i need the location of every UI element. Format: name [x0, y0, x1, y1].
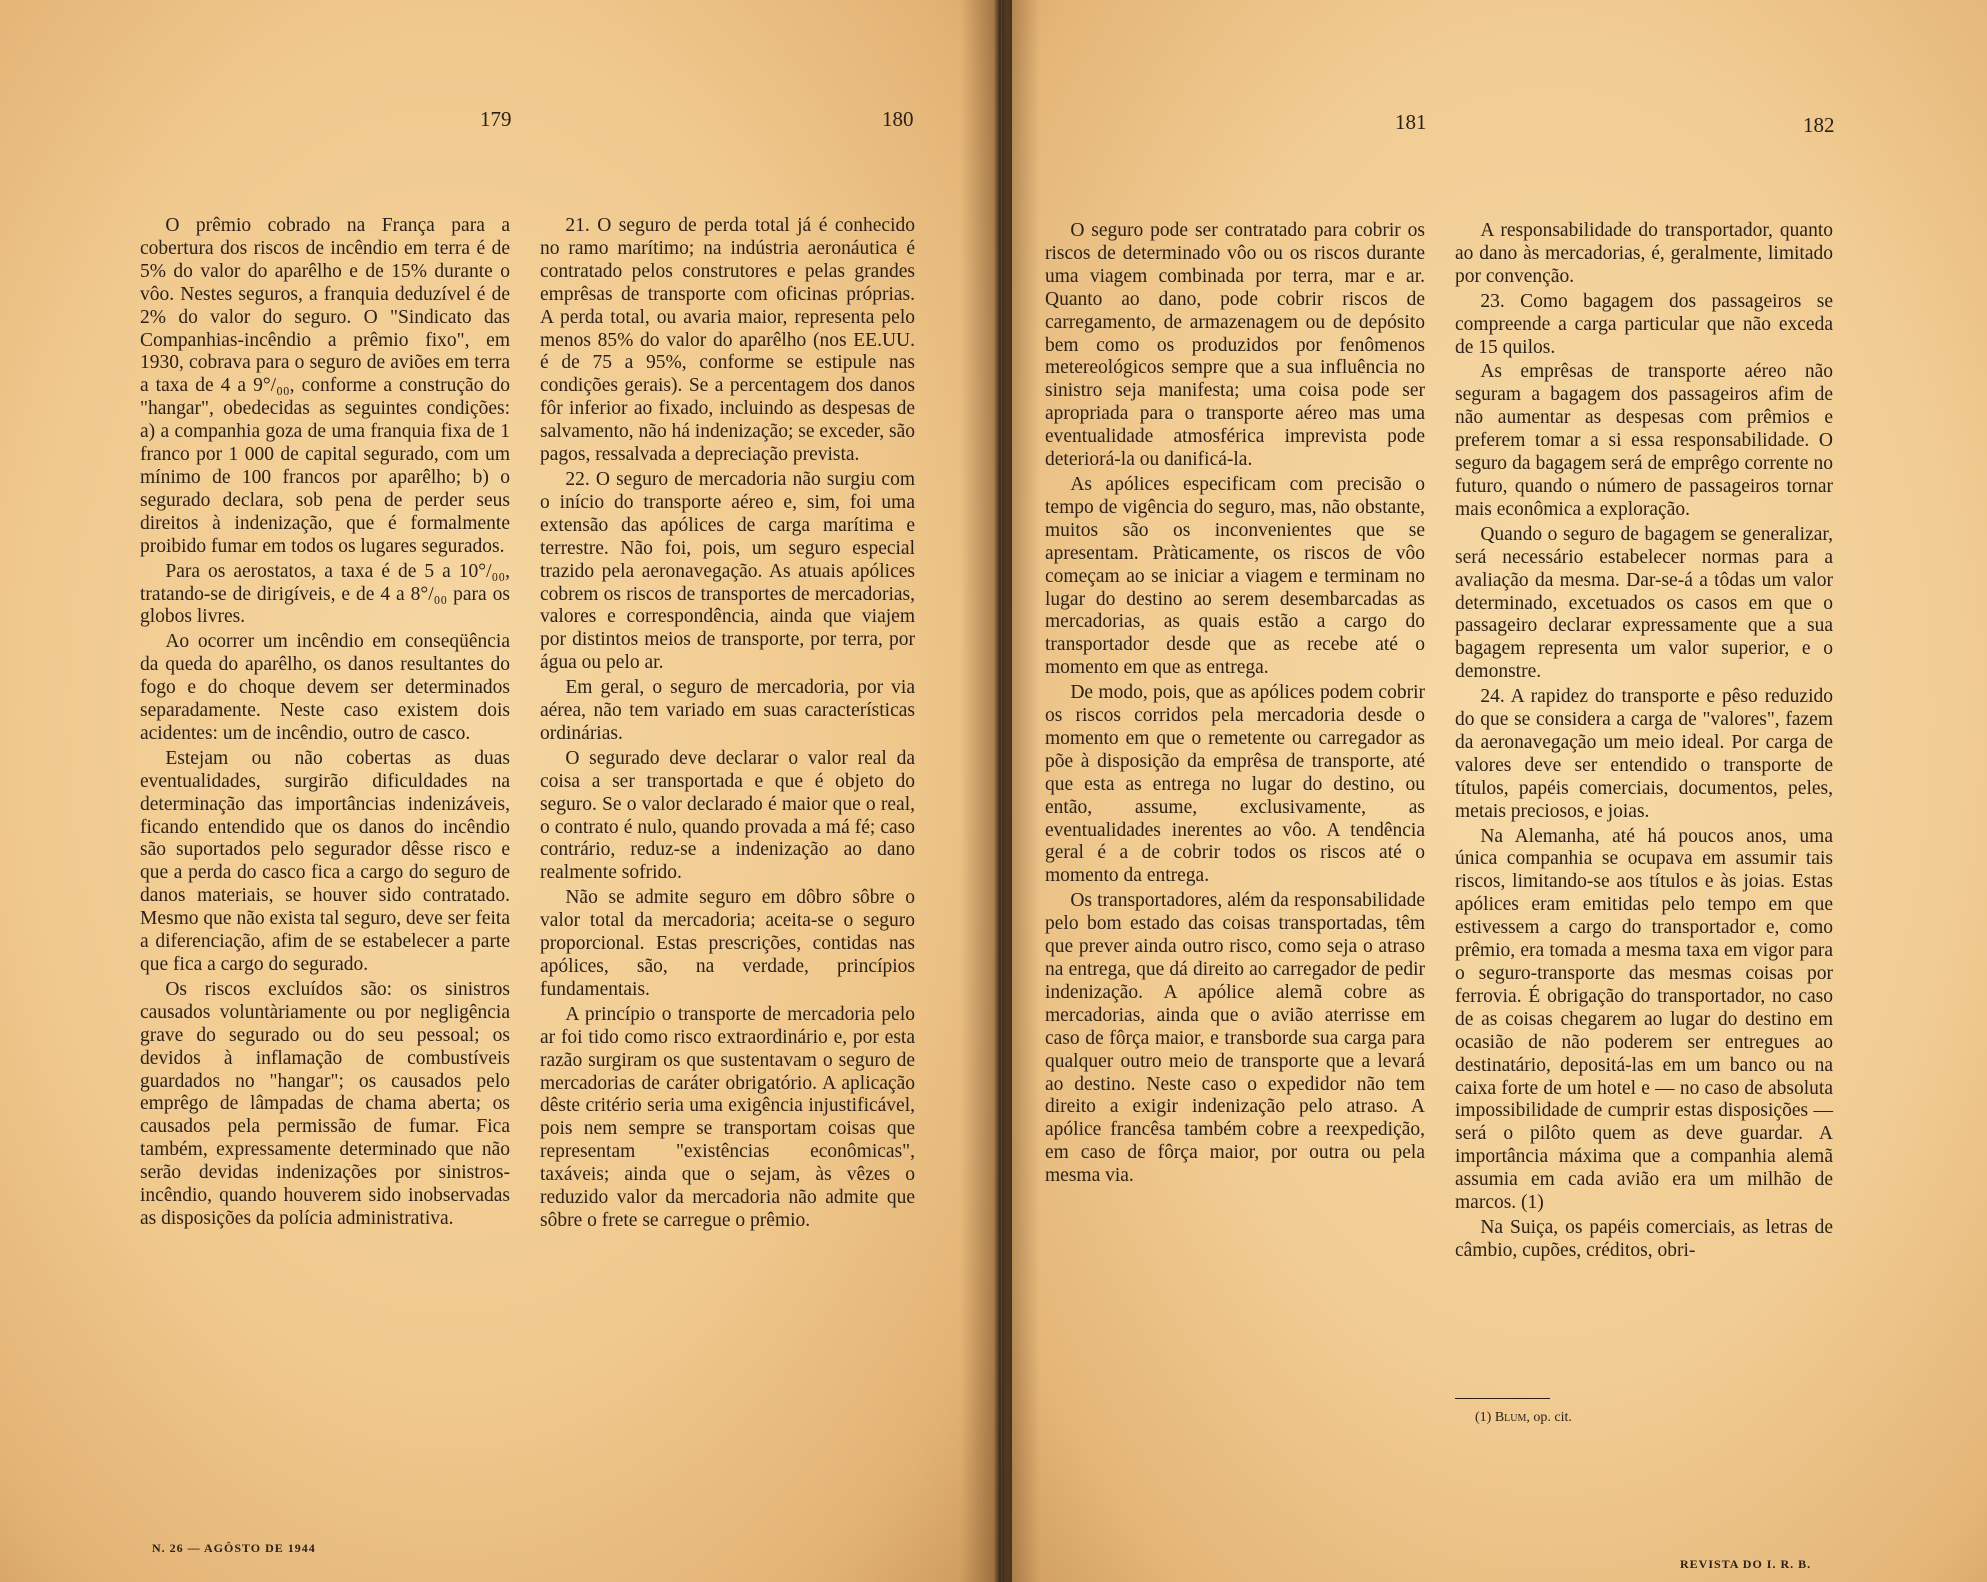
- paragraph: 23. Como bagagem dos passageiros se compreende a carga particular que não exceda de 15 quilos.: [1455, 290, 1833, 358]
- paragraph: 21. O seguro de perda total já é conhecido no ramo marítimo; na indústria aeronáutica é contratado pelos construtores e pelas grandes emprêsas de transporte com oficinas próprias. A perda total, ou avaria maior, representa pelo menos 85% do valor do aparêlho (nos EE.UU. é de 75 a 95%, conforme se estipule nas condições gerais). Se a percentagem dos danos fôr inferior ao fixado, incluindo as despesas de salvamento, não há indenização; se exceder, são pagos, ressalvada a depreciação prevista.: [540, 215, 915, 466]
- paragraph: As emprêsas de transporte aéreo não seguram a bagagem dos passageiros afim de não aumentar as despesas com prêmios e preferem tomar a si essa responsabilidade. O seguro da bagagem será de emprêgo corrente no futuro, quando o número de passageiros tornar mais econômica a exploração.: [1455, 361, 1833, 520]
- footer-journal: REVISTA DO I. R. B.: [1680, 1557, 1812, 1571]
- page-number-179: 179: [480, 107, 512, 131]
- paragraph: O seguro pode ser contratado para cobrir os riscos de determinado vôo ou os riscos durante uma viagem combinada por terra, mar e ar. Quanto ao dano, pode cobrir riscos de carregamento, de armazenagem ou de depósito bem como os produzidos por fenômenos metereológicos sempre que a sua influência no sinistro seja manifesta; uma coisa pode ser apropriada para o transporte aéreo mas uma eventualidade atmosférica imprevista pode deteriorá-la ou danificá-la.: [1045, 220, 1425, 471]
- paragraph: Os riscos excluídos são: os sinistros causados voluntàriamente ou por negligência grave do segurado ou do seu pessoal; os devidos à inflamação de combustíveis guardados no "hangar"; os causados pelo emprêgo de lâmpadas de chama aberta; os causados pela permissão de fumar. Fica também, expressamente determinado que não serão devidas indenizações por sinistros-incêndio, quando houverem sido inobservadas as disposições da polícia administrativa.: [140, 978, 510, 1229]
- column-page-181: [1045, 220, 1425, 1190]
- paragraph: 24. A rapidez do transporte e pêso reduzido do que se considera a carga de "valores", fazem da aeronavegação um meio ideal. Por carga de valores deve ser entendido o transporte de títulos, papéis comerciais, documentos, peles, metais preciosos, e joias.: [1455, 686, 1833, 822]
- column-page-182: [1455, 220, 1833, 1265]
- column-page-180: [540, 215, 915, 1235]
- footnote-author: Blum: [1494, 1410, 1527, 1425]
- paragraph: De modo, pois, que as apólices podem cobrir os riscos corridos pela mercadoria desde o momento em que o remetente ou carregador as põe à disposição da emprêsa de transporte, até que esta as entrega no lugar do destino, ou então, assume, exclusivamente, as eventualidades inerentes ao vôo. A tendência geral é a de cobrir todos os riscos até o momento da entrega.: [1045, 682, 1425, 887]
- column-page-179: [140, 215, 510, 1233]
- footer-issue: N. 26 — AGÔSTO DE 1944: [152, 1541, 316, 1555]
- paragraph: Não se admite seguro em dôbro sôbre o valor total da mercadoria; aceita-se o seguro proporcional. Estas prescrições, contidas nas apólices, são, na verdade, princípios fundamentais.: [540, 887, 915, 1000]
- page-number-182: 182: [1803, 113, 1835, 137]
- footnote: [1475, 1410, 1572, 1426]
- paragraph: Os transportadores, além da responsabilidade pelo bom estado das coisas transportadas, têm que prever ainda outro risco, como seja o atraso na entrega, que dá direito ao carregador de pedir indenização. A apólice alemã cobre as mercadorias, ainda que o avião aterrisse em caso de fôrça maior, e transborde sua carga para qualquer outro meio de transporte que a levará ao destino. Neste caso o expedidor não tem direito a exigir indenização pelo atraso. A apólice francêsa também cobre a reexpedição, em caso de fôrça maior, por outra ou pela mesma via.: [1045, 890, 1425, 1187]
- paragraph: A responsabilidade do transportador, quanto ao dano às mercadorias, é, geralmente, limitado por convenção.: [1455, 220, 1833, 287]
- paragraph: O segurado deve declarar o valor real da coisa a ser transportada e que é objeto do seguro. Se o valor declarado é maior que o real, o contrato é nulo, quando provada a má fé; caso contrário, reduz-se a indenização ao dano realmente sofrido.: [540, 747, 915, 884]
- paragraph: Ao ocorrer um incêndio em conseqüência da queda do aparêlho, os danos resultantes do fogo e do choque devem ser determinados separadamente. Neste caso existem dois acidentes: um de incêndio, outro de casco.: [140, 631, 510, 744]
- paragraph: As apólices especificam com precisão o tempo de vigência do seguro, mas, não obstante, muitos são os inconvenientes que se apresentam. Pràticamente, os riscos de vôo começam ao se iniciar a viagem e terminam no lugar do destino ao serem desembarcadas as mercadorias, as quais estão a cargo do transportador desde que as recebe até o momento em que as entrega.: [1045, 473, 1425, 679]
- paragraph: Para os aerostatos, a taxa é de 5 a 10°/₀₀, tratando-se de dirigíveis, e de 4 a 8°/₀₀ para os globos livres.: [140, 560, 510, 628]
- paragraph: O prêmio cobrado na França para a cobertura dos riscos de incêndio em terra é de 5% do valor do aparêlho e de 15% durante o vôo. Nestes seguros, a franquia deduzível é de 2% do valor do seguro. O "Sindicato das Companhias-incêndio a prêmio fixo", em 1930, cobrava para o seguro de aviões em terra a taxa de 4 a 9°/₀₀, conforme a construção do "hangar", obedecidas as seguintes condições: a) a companhia goza de uma franquia fixa de 1 franco por 1 000 de capital segurado, com um mínimo de 100 francos por aparêlho; b) o segurado declara, sob pena de perder seus direitos à indenização, que é formalmente proibido fumar em todos os lugares segurados.: [140, 215, 510, 557]
- paragraph: 22. O seguro de mercadoria não surgiu com o início do transporte aéreo e, sim, foi uma extensão das apólices de carga marítima e terrestre. Não foi, pois, um seguro especial trazido pela aeronavegação. As atuais apólices cobrem os riscos de transportes de mercadorias, valores e correspondência, ainda que viajem por distintos meios de transporte, por terra, por água ou pelo ar.: [540, 468, 915, 674]
- page-number-180: 180: [882, 107, 914, 131]
- paragraph: Em geral, o seguro de mercadoria, por via aérea, não tem variado em suas características ordinárias.: [540, 677, 915, 744]
- footnote-marker: (1): [1475, 1410, 1492, 1425]
- footnote-reference: , op. cit.: [1526, 1410, 1572, 1425]
- paragraph: Na Alemanha, até há poucos anos, uma única companhia se ocupava em assumir tais riscos, limitando-se aos títulos e às joias. Estas apólices eram emitidas pelo tempo em que estivessem a cargo do transportador e, como prêmio, era tomada a mesma taxa em vigor para o seguro-transporte das mesmas coisas por ferrovia. É obrigação do transportador, no caso de as coisas chegarem ao lugar do destino em ocasião de não poderem ser entregues ao destinatário, depositá-las em um banco ou na caixa forte de um hotel e — no caso de absoluta impossibilidade de cumprir estas disposições — será o pilôto quem as deve guardar. A importância máxima que a companhia alemã assumia em cada avião era um milhão de marcos. (1): [1455, 825, 1833, 1214]
- paragraph: Na Suiça, os papéis comerciais, as letras de câmbio, cupões, créditos, obri-: [1455, 1216, 1833, 1261]
- paragraph: A princípio o transporte de mercadoria pelo ar foi tido como risco extraordinário e, por esta razão surgiram os que sustentavam o seguro de mercadorias de caráter obrigatório. A aplicação dêste critério seria uma exigência injustificável, pois nem sempre se transportam coisas que representam "existências econômicas", taxáveis; ainda que o sejam, às vêzes o reduzido valor da mercadoria não admite que sôbre o frete se carregue o prêmio.: [540, 1003, 915, 1231]
- paragraph: Estejam ou não cobertas as duas eventualidades, surgirão dificuldades na determinação das importâncias indenizáveis, ficando entendido que os danos do incêndio são suportados pelo segurador dêsse risco e que a perda do casco fica a cargo do seguro de danos materiais, se houver sido contratado. Mesmo que não exista tal seguro, deve ser feita a diferenciação, afim de se estabelecer a parte que fica a cargo do segurado.: [140, 747, 510, 975]
- paragraph: Quando o seguro de bagagem se generalizar, será necessário estabelecer normas para a avaliação da mesma. Dar-se-á a tôdas um valor determinado, excetuados os casos em que o passageiro declarar expressamente que a sua bagagem representa um valor superior, e o demonstre.: [1455, 523, 1833, 683]
- page-number-181: 181: [1395, 110, 1427, 134]
- footnote-rule: [1455, 1398, 1550, 1399]
